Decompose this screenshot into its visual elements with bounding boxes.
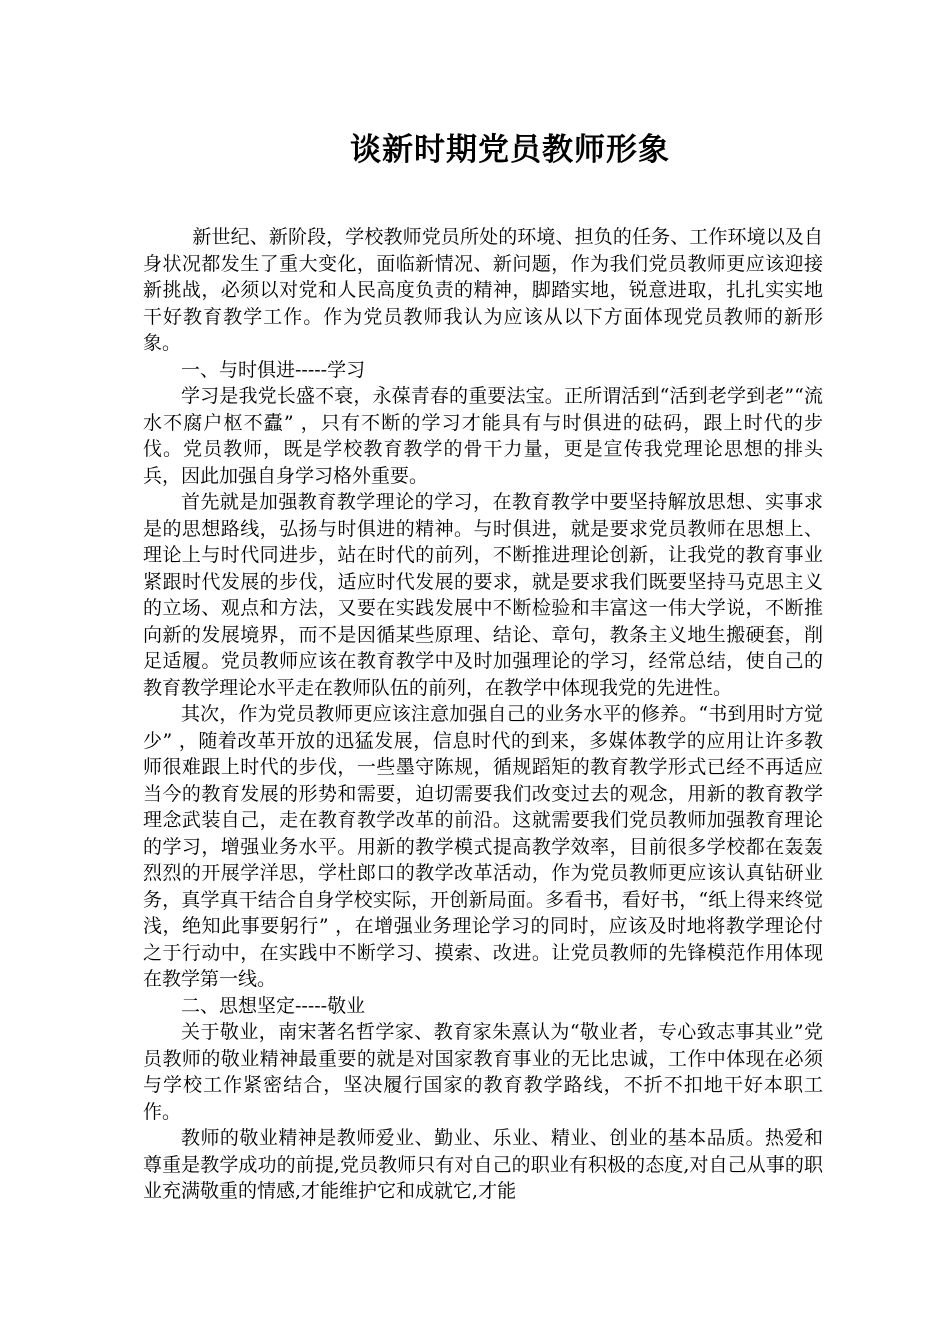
- document-title: 谈新时期党员教师形象: [350, 132, 670, 168]
- paragraph-professional: 其次，作为党员教师更应该注意加强自己的业务水平的修养。“书到用时方觉少” ，随着改革开放的迅猛发展，信息时代的到来，多媒体教学的应用让许多教师很难跟上时代的步伐，一些墨守陈规，循规蹈矩的教育教学形式已经不再适应当今的教育发展的形势和需要，迫切需要我们改变过去的观念，用新的教育教学理念武装自己，走在教育教学改革的前沿。这就需要我们党员教师加强教育理论的学习，增强业务水平。用新的教学模式提高教学效率，目前很多学校都在轰轰烈烈的开展学洋思，学杜郎口的教学改革活动，作为党员教师更应该认真钻研业务，真学真干结合自身学校实际，开创新局面。多看书，看好书，“纸上得来终觉浅，绝知此事要躬行” ，在增强业务理论学习的同时，应该及时地将教学理论付之于行动中，在实践中不断学习、摸索、改进。让党员教师的先锋模范作用体现在教学第一线。: [143, 703, 823, 990]
- document-body: [143, 224, 823, 1205]
- paragraph-learning: 学习是我党长盛不衰，永葆青春的重要法宝。正所谓活到“活到老学到老”“流水不腐户枢不蠹” ，只有不断的学习才能具有与时俱进的砝码，跟上时代的步伐。党员教师，既是学校教育教学的骨干力量，更是宣传我党理论思想的排头兵，因此加强自身学习格外重要。: [143, 385, 823, 487]
- paragraph-intro: 新世纪、新阶段，学校教师党员所处的环境、担负的任务、工作环境以及自身状况都发生了重大变化，面临新情况、新问题，作为我们党员教师更应该迎接新挑战，必须以对党和人民高度负责的精神，脚踏实地，锐意进取，扎扎实实地干好教育教学工作。作为党员教师我认为应该从以下方面体现党员教师的新形象。: [143, 226, 823, 354]
- paragraph-theory: 首先就是加强教育教学理论的学习，在教育教学中要坚持解放思想、实事求是的思想路线，弘扬与时俱进的精神。与时俱进，就是要求党员教师在思想上、理论上与时代同进步，站在时代的前列，不断推进理论创新，让我党的教育事业紧跟时代发展的步伐，适应时代发展的要求，就是要求我们既要坚持马克思主义的立场、观点和方法，又要在实践发展中不断检验和丰富这一伟大学说，不断推向新的发展境界，而不是因循某些原理、结论、章句，教条主义地生搬硬套，削足适履。党员教师应该在教育教学中及时加强理论的学习，经常总结，使自己的教育教学理论水平走在教师队伍的前列，在教学中体现我党的先进性。: [143, 491, 823, 699]
- section-heading-1: 一、与时俱进-----学习: [181, 358, 366, 381]
- paragraph-dedication: 关于敬业，南宋著名哲学家、教育家朱熹认为“敬业者，专心致志事其业”党员教师的敬业精神最重要的就是对国家教育事业的无比忠诚，工作中体现在必须与学校工作紧密结合，坚决履行国家的教育教学路线，不折不扣地干好本职工作。: [143, 1021, 823, 1123]
- paragraph-spirit: 教师的敬业精神是教师爱业、勤业、乐业、精业、创业的基本品质。热爱和尊重是教学成功的前提,党员教师只有对自己的职业有积极的态度,对自己从事的职业充满敬重的情感,才能维护它和成就它,才能: [143, 1127, 823, 1202]
- section-heading-2: 二、思想坚定-----敬业: [181, 994, 366, 1017]
